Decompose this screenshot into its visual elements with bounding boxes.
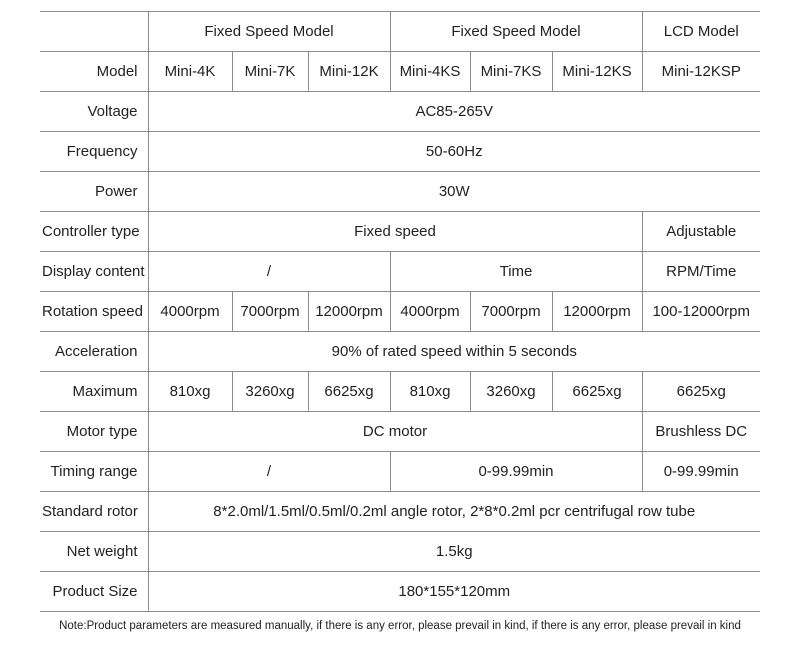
- model-label: Model: [40, 52, 148, 92]
- timing-ks-value: 0-99.99min: [390, 452, 642, 492]
- timing-k-value: /: [148, 452, 390, 492]
- controller-lcd-value: Adjustable: [642, 212, 760, 252]
- rotation-row: [40, 292, 760, 332]
- group-header-lcd: LCD Model: [642, 12, 760, 52]
- size-row: [40, 572, 760, 612]
- display-label: Display content: [40, 252, 148, 292]
- timing-label: Timing range: [40, 452, 148, 492]
- power-label: Power: [40, 172, 148, 212]
- motor-row: [40, 412, 760, 452]
- maximum-cell: 6625xg: [552, 372, 642, 412]
- display-row: [40, 252, 760, 292]
- size-value: 180*155*120mm: [148, 572, 760, 612]
- maximum-cell: 6625xg: [642, 372, 760, 412]
- motor-lcd-value: Brushless DC: [642, 412, 760, 452]
- power-row: [40, 172, 760, 212]
- controller-fixed-value: Fixed speed: [148, 212, 642, 252]
- frequency-row: [40, 132, 760, 172]
- maximum-cell: 810xg: [148, 372, 232, 412]
- timing-row: [40, 452, 760, 492]
- maximum-cell: 3260xg: [232, 372, 308, 412]
- maximum-cell: 6625xg: [308, 372, 390, 412]
- weight-value: 1.5kg: [148, 532, 760, 572]
- controller-row: [40, 212, 760, 252]
- rotor-row: [40, 492, 760, 532]
- display-lcd-value: RPM/Time: [642, 252, 760, 292]
- model-row: [40, 52, 760, 92]
- maximum-cell: 3260xg: [470, 372, 552, 412]
- model-cell: Mini-12KS: [552, 52, 642, 92]
- acceleration-row: [40, 332, 760, 372]
- motor-fixed-value: DC motor: [148, 412, 642, 452]
- weight-label: Net weight: [40, 532, 148, 572]
- acceleration-value: 90% of rated speed within 5 seconds: [148, 332, 760, 372]
- rotation-cell: 7000rpm: [470, 292, 552, 332]
- voltage-label: Voltage: [40, 92, 148, 132]
- rotation-cell: 4000rpm: [148, 292, 232, 332]
- group-header-ks: Fixed Speed Model: [390, 12, 642, 52]
- voltage-row: [40, 92, 760, 132]
- maximum-cell: 810xg: [390, 372, 470, 412]
- rotation-label: Rotation speed: [40, 292, 148, 332]
- motor-label: Motor type: [40, 412, 148, 452]
- rotation-cell: 4000rpm: [390, 292, 470, 332]
- footnote: Note:Product parameters are measured manually, if there is any error, please prevail in kind, if there is any error, please prevail in kind: [59, 620, 741, 632]
- acceleration-label: Acceleration: [40, 332, 148, 372]
- spec-table: [40, 11, 760, 612]
- rotation-cell: 100-12000rpm: [642, 292, 760, 332]
- model-cell: Mini-7KS: [470, 52, 552, 92]
- model-cell: Mini-7K: [232, 52, 308, 92]
- model-cell: Mini-12K: [308, 52, 390, 92]
- display-ks-value: Time: [390, 252, 642, 292]
- model-cell: Mini-4KS: [390, 52, 470, 92]
- frequency-value: 50-60Hz: [148, 132, 760, 172]
- rotation-cell: 12000rpm: [308, 292, 390, 332]
- voltage-value: AC85-265V: [148, 92, 760, 132]
- frequency-label: Frequency: [40, 132, 148, 172]
- model-cell: Mini-4K: [148, 52, 232, 92]
- empty-header-cell: [40, 12, 148, 52]
- rotor-value: 8*2.0ml/1.5ml/0.5ml/0.2ml angle rotor, 2*8*0.2ml pcr centrifugal row tube: [148, 492, 760, 532]
- power-value: 30W: [148, 172, 760, 212]
- maximum-row: [40, 372, 760, 412]
- weight-row: [40, 532, 760, 572]
- rotor-label: Standard rotor: [40, 492, 148, 532]
- maximum-label: Maximum: [40, 372, 148, 412]
- size-label: Product Size: [40, 572, 148, 612]
- rotation-cell: 7000rpm: [232, 292, 308, 332]
- group-header-row: [40, 12, 760, 52]
- controller-label: Controller type: [40, 212, 148, 252]
- group-header-k: Fixed Speed Model: [148, 12, 390, 52]
- display-k-value: /: [148, 252, 390, 292]
- rotation-cell: 12000rpm: [552, 292, 642, 332]
- model-cell: Mini-12KSP: [642, 52, 760, 92]
- timing-lcd-value: 0-99.99min: [642, 452, 760, 492]
